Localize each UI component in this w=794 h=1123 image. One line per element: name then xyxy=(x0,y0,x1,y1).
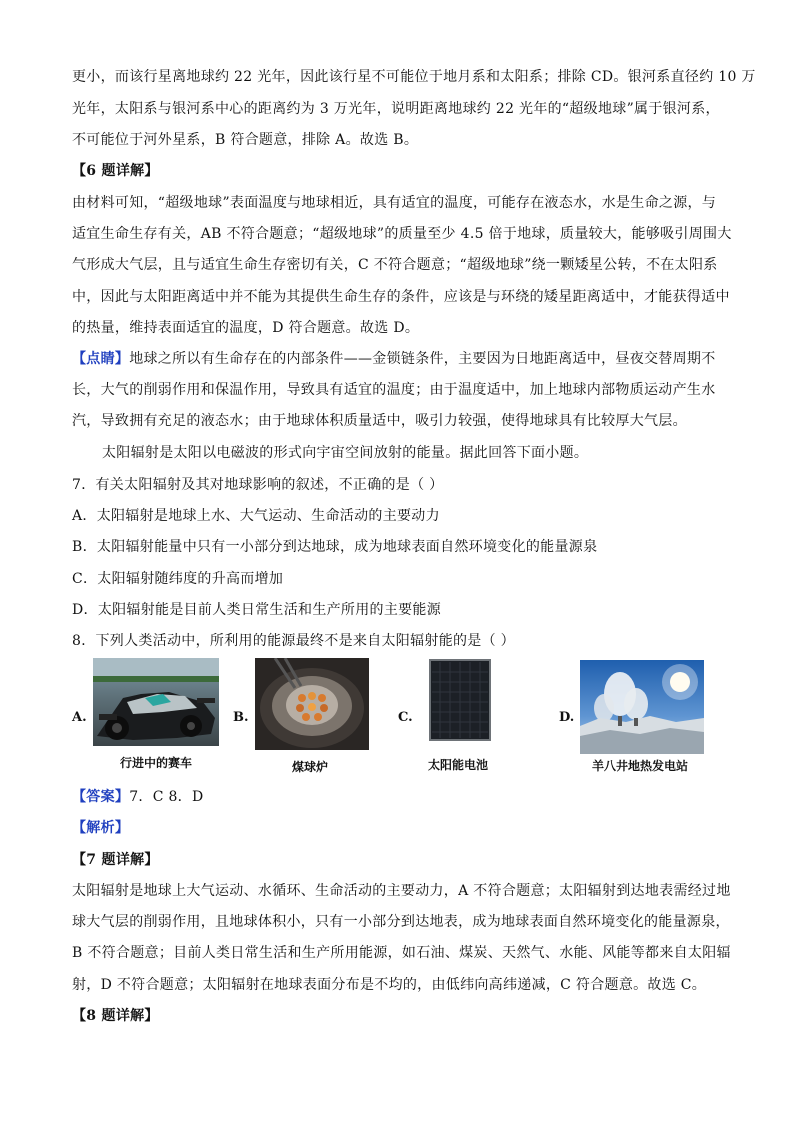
q8-option-c-letter: C. xyxy=(398,710,413,725)
q8-option-b-letter: B. xyxy=(233,710,249,725)
q8-option-d-letter: D. xyxy=(559,710,575,725)
answer-tag: 【答案】 xyxy=(72,789,130,805)
answer-line xyxy=(72,788,204,806)
q6-detail-heading: 【6 题详解】 xyxy=(72,163,159,179)
q7-stem: 7．有关太阳辐射及其对地球影响的叙述，不正确的是（ ） xyxy=(72,477,444,493)
q8-option-d-caption: 羊八井地热发电站 xyxy=(592,759,689,773)
geothermal-plant-photo xyxy=(580,660,704,754)
paragraph-line: 中，因此与太阳距离适中并不能为其提供生命生存的条件，应该是与环绕的矮星距离适中，才能获得适中 xyxy=(72,289,730,305)
q7-option-b: B．太阳辐射能量中只有一小部分到达地球，成为地球表面自然环境变化的能量源泉 xyxy=(72,539,598,555)
paragraph-line: 长，大气的削弱作用和保温作用，导致具有适宜的温度；由于温度适中，加上地球内部物质运动产生水 xyxy=(72,382,716,398)
solar-panel-photo xyxy=(428,658,492,742)
paragraph-line: 光年，太阳系与银河系中心的距离约为 3 万光年，说明距离地球约 22 光年的“超级地球”属于银河系， xyxy=(72,101,720,117)
question-intro: 太阳辐射是太阳以电磁波的形式向宇宙空间放射的能量。据此回答下面小题。 xyxy=(102,445,589,461)
dianjing-text: 地球之所以有生命存在的内部条件——金锁链条件，主要因为日地距离适中，昼夜交替周期不 xyxy=(129,351,716,367)
paragraph-line: 球大气层的削弱作用，且地球体积小，只有一小部分到达地表，成为地球表面自然环境变化的能量源泉， xyxy=(72,914,730,930)
q8-stem: 8．下列人类活动中，所利用的能源最终不是来自太阳辐射能的是（ ） xyxy=(72,633,515,649)
paragraph-line: 射，D 不符合题意；太阳辐射在地球表面分布是不均的，由低纬向高纬递减，C 符合题意。故选 C。 xyxy=(72,977,707,993)
q7-option-a: A．太阳辐射是地球上水、大气运动、生命活动的主要动力 xyxy=(72,508,440,524)
paragraph-line: 汽，导致拥有充足的液态水；由于地球体积质量适中，吸引力较强，使得地球具有比较厚大气层。 xyxy=(72,413,687,429)
q8-option-c-caption: 太阳能电池 xyxy=(428,758,489,772)
paragraph-line: 适宜生命生存有关，AB 不符合题意；“超级地球”的质量至少 4.5 倍于地球，质量较大，能够吸引周围大 xyxy=(72,226,732,242)
q7-detail-heading: 【7 题详解】 xyxy=(72,852,159,868)
dianjing-line xyxy=(72,350,716,368)
paragraph-line: 由材料可知，“超级地球”表面温度与地球相近，具有适宜的温度，可能存在液态水，水是生命之源，与 xyxy=(72,195,717,211)
coal-stove-photo xyxy=(255,658,369,750)
q7-option-c: C．太阳辐射随纬度的升高而增加 xyxy=(72,571,284,587)
q8-option-a-caption: 行进中的赛车 xyxy=(120,756,193,770)
answer-text: 7．C 8．D xyxy=(129,789,204,805)
paragraph-line: 太阳辐射是地球上大气运动、水循环、生命活动的主要动力，A 不符合题意；太阳辐射到达地表需经过地 xyxy=(72,883,731,899)
paragraph-line: 更小，而该行星离地球约 22 光年，因此该行星不可能位于地月系和太阳系；排除 CD。银河系直径约 10 万 xyxy=(72,69,756,85)
q7-option-d: D．太阳辐射能是目前人类日常生活和生产所用的主要能源 xyxy=(72,602,442,618)
q8-option-a-letter: A. xyxy=(72,710,87,725)
paragraph-line: 不可能位于河外星系，B 符合题意，排除 A。故选 B。 xyxy=(72,132,419,148)
paragraph-line: B 不符合题意；目前人类日常生活和生产所用能源，如石油、煤炭、天然气、水能、风能等都来自太阳辐 xyxy=(72,945,731,961)
paragraph-line: 的热量，维持表面适宜的温度，D 符合题意。故选 D。 xyxy=(72,320,420,336)
dianjing-tag: 【点睛】 xyxy=(72,351,130,367)
paragraph-line: 气形成大气层，且与适宜生命生存密切有关，C 不符合题意；“超级地球”绕一颗矮星公转，不在太阳系 xyxy=(72,257,718,273)
q8-option-b-caption: 煤球炉 xyxy=(292,760,329,774)
q8-detail-heading: 【8 题详解】 xyxy=(72,1008,159,1024)
analysis-tag: 【解析】 xyxy=(72,820,130,836)
race-car-photo xyxy=(93,658,219,746)
